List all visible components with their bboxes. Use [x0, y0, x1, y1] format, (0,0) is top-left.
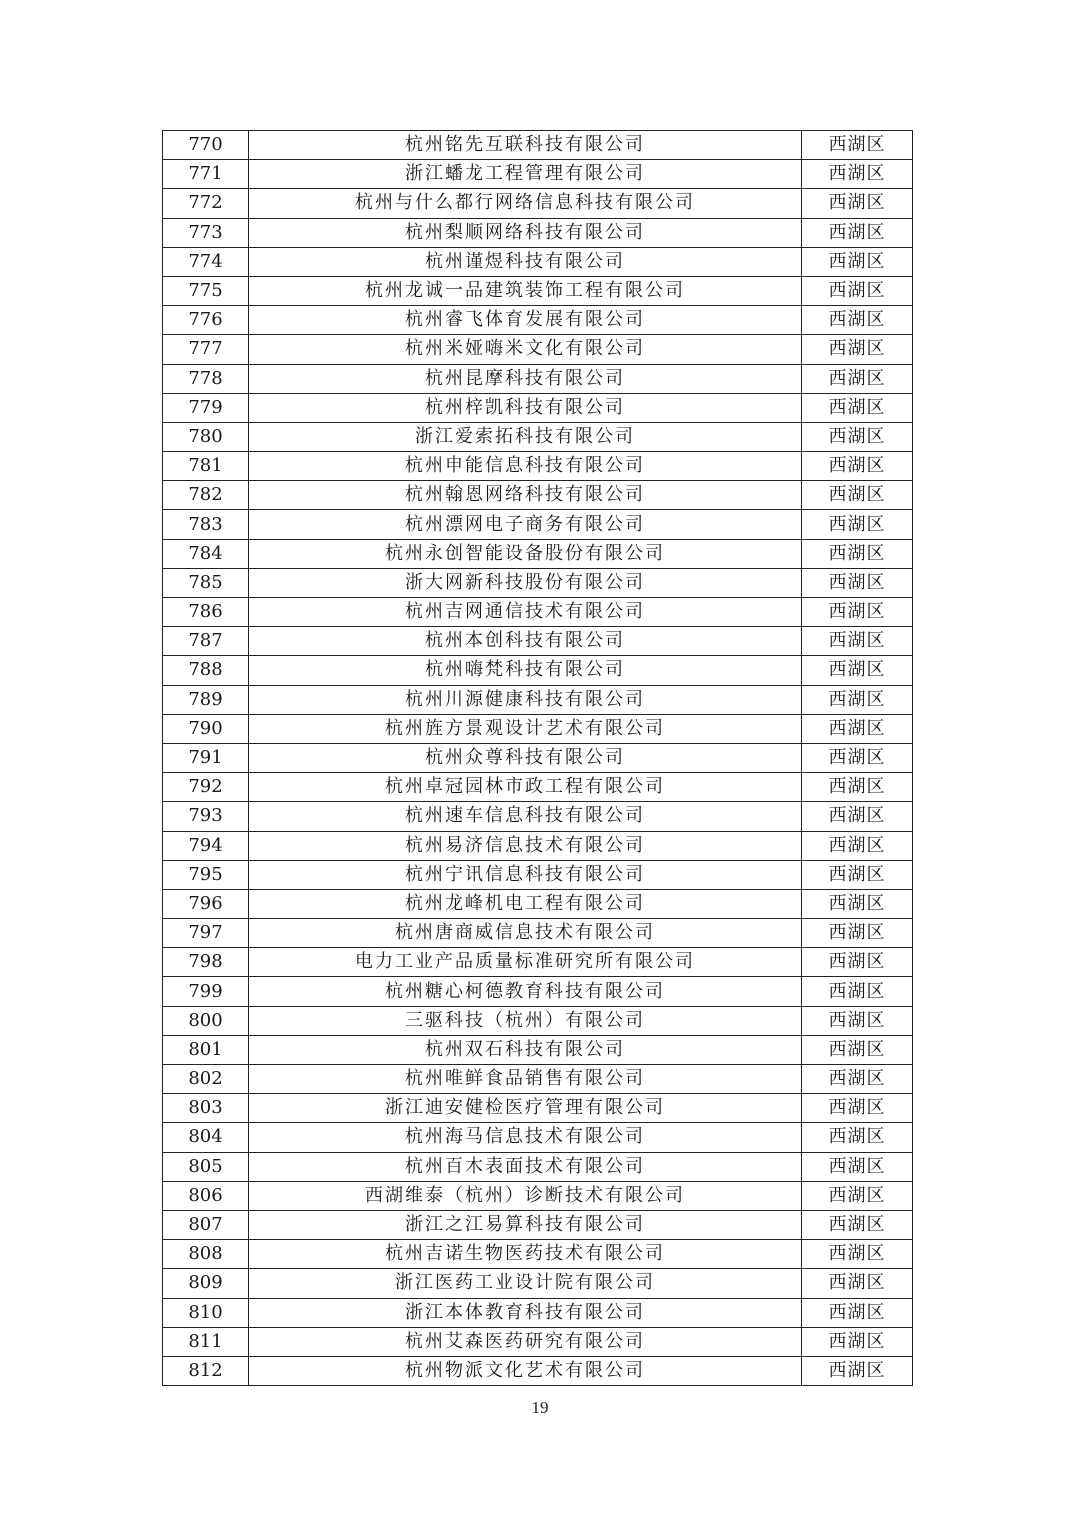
table-row — [163, 510, 913, 539]
company-name-cell: 杭州吉网通信技术有限公司 — [249, 598, 802, 627]
district-cell: 西湖区 — [802, 773, 913, 802]
company-name-cell: 杭州糖心柯德教育科技有限公司 — [249, 977, 802, 1006]
table-row — [163, 1094, 913, 1123]
row-number-cell: 781 — [163, 452, 249, 481]
district-cell: 西湖区 — [802, 160, 913, 189]
district-cell: 西湖区 — [802, 481, 913, 510]
company-name-cell: 浙江迪安健检医疗管理有限公司 — [249, 1094, 802, 1123]
row-number-cell: 811 — [163, 1327, 249, 1356]
row-number-cell: 782 — [163, 481, 249, 510]
table-row — [163, 1123, 913, 1152]
company-name-cell: 杭州米娅嗨米文化有限公司 — [249, 335, 802, 364]
table-row — [163, 656, 913, 685]
district-cell: 西湖区 — [802, 276, 913, 305]
company-name-cell: 杭州众尊科技有限公司 — [249, 743, 802, 772]
table-row — [163, 889, 913, 918]
company-name-cell: 浙江之江易算科技有限公司 — [249, 1210, 802, 1239]
district-cell: 西湖区 — [802, 218, 913, 247]
table-row — [163, 393, 913, 422]
company-name-cell: 杭州川源健康科技有限公司 — [249, 685, 802, 714]
table-row — [163, 685, 913, 714]
district-cell: 西湖区 — [802, 306, 913, 335]
row-number-cell: 774 — [163, 247, 249, 276]
row-number-cell: 770 — [163, 131, 249, 160]
district-cell: 西湖区 — [802, 685, 913, 714]
row-number-cell: 790 — [163, 714, 249, 743]
district-cell: 西湖区 — [802, 1327, 913, 1356]
district-cell: 西湖区 — [802, 889, 913, 918]
table-row — [163, 831, 913, 860]
company-name-cell: 杭州双石科技有限公司 — [249, 1035, 802, 1064]
table-row — [163, 1006, 913, 1035]
table-row — [163, 714, 913, 743]
company-name-cell: 三驱科技（杭州）有限公司 — [249, 1006, 802, 1035]
company-name-cell: 杭州海马信息技术有限公司 — [249, 1123, 802, 1152]
district-cell: 西湖区 — [802, 1035, 913, 1064]
table-row — [163, 452, 913, 481]
row-number-cell: 789 — [163, 685, 249, 714]
company-name-cell: 杭州旌方景观设计艺术有限公司 — [249, 714, 802, 743]
district-cell: 西湖区 — [802, 189, 913, 218]
company-name-cell: 浙大网新科技股份有限公司 — [249, 568, 802, 597]
table-row — [163, 977, 913, 1006]
row-number-cell: 780 — [163, 422, 249, 451]
district-cell: 西湖区 — [802, 1094, 913, 1123]
company-name-cell: 杭州昆摩科技有限公司 — [249, 364, 802, 393]
table-row — [163, 276, 913, 305]
district-cell: 西湖区 — [802, 831, 913, 860]
company-name-cell: 西湖维泰（杭州）诊断技术有限公司 — [249, 1181, 802, 1210]
company-name-cell: 杭州易济信息技术有限公司 — [249, 831, 802, 860]
district-cell: 西湖区 — [802, 510, 913, 539]
table-row — [163, 481, 913, 510]
row-number-cell: 803 — [163, 1094, 249, 1123]
table-row — [163, 306, 913, 335]
table-row — [163, 189, 913, 218]
table-row — [163, 919, 913, 948]
row-number-cell: 787 — [163, 627, 249, 656]
row-number-cell: 812 — [163, 1356, 249, 1385]
company-name-cell: 杭州永创智能设备股份有限公司 — [249, 539, 802, 568]
company-name-cell: 杭州与什么都行网络信息科技有限公司 — [249, 189, 802, 218]
table-row — [163, 160, 913, 189]
company-name-cell: 杭州百木表面技术有限公司 — [249, 1152, 802, 1181]
row-number-cell: 806 — [163, 1181, 249, 1210]
district-cell: 西湖区 — [802, 977, 913, 1006]
company-name-cell: 杭州翰恩网络科技有限公司 — [249, 481, 802, 510]
district-cell: 西湖区 — [802, 131, 913, 160]
company-name-cell: 浙江本体教育科技有限公司 — [249, 1298, 802, 1327]
row-number-cell: 772 — [163, 189, 249, 218]
row-number-cell: 805 — [163, 1152, 249, 1181]
table-row — [163, 1356, 913, 1385]
district-cell: 西湖区 — [802, 714, 913, 743]
company-name-cell: 杭州艾森医药研究有限公司 — [249, 1327, 802, 1356]
table-row — [163, 1298, 913, 1327]
company-name-cell: 杭州龙峰机电工程有限公司 — [249, 889, 802, 918]
row-number-cell: 786 — [163, 598, 249, 627]
district-cell: 西湖区 — [802, 598, 913, 627]
table-body — [163, 131, 913, 1386]
company-name-cell: 杭州铭先互联科技有限公司 — [249, 131, 802, 160]
row-number-cell: 796 — [163, 889, 249, 918]
table-row — [163, 1269, 913, 1298]
company-name-cell: 杭州龙诚一品建筑装饰工程有限公司 — [249, 276, 802, 305]
row-number-cell: 801 — [163, 1035, 249, 1064]
table-row — [163, 335, 913, 364]
company-name-cell: 浙江医药工业设计院有限公司 — [249, 1269, 802, 1298]
district-cell: 西湖区 — [802, 860, 913, 889]
table-row — [163, 598, 913, 627]
district-cell: 西湖区 — [802, 452, 913, 481]
table-row — [163, 627, 913, 656]
row-number-cell: 771 — [163, 160, 249, 189]
district-cell: 西湖区 — [802, 1065, 913, 1094]
table-row — [163, 743, 913, 772]
table-row — [163, 539, 913, 568]
company-name-cell: 杭州漂网电子商务有限公司 — [249, 510, 802, 539]
district-cell: 西湖区 — [802, 1181, 913, 1210]
company-name-cell: 浙江爱索拓科技有限公司 — [249, 422, 802, 451]
table-row — [163, 1327, 913, 1356]
row-number-cell: 779 — [163, 393, 249, 422]
table-row — [163, 948, 913, 977]
table-row — [163, 364, 913, 393]
row-number-cell: 808 — [163, 1240, 249, 1269]
row-number-cell: 778 — [163, 364, 249, 393]
row-number-cell: 793 — [163, 802, 249, 831]
company-name-cell: 杭州本创科技有限公司 — [249, 627, 802, 656]
company-name-cell: 杭州睿飞体育发展有限公司 — [249, 306, 802, 335]
row-number-cell: 795 — [163, 860, 249, 889]
table-row — [163, 1065, 913, 1094]
table-row — [163, 1240, 913, 1269]
district-cell: 西湖区 — [802, 393, 913, 422]
district-cell: 西湖区 — [802, 1210, 913, 1239]
district-cell: 西湖区 — [802, 1123, 913, 1152]
row-number-cell: 802 — [163, 1065, 249, 1094]
district-cell: 西湖区 — [802, 335, 913, 364]
table-row — [163, 802, 913, 831]
district-cell: 西湖区 — [802, 1269, 913, 1298]
table-row — [163, 247, 913, 276]
table-row — [163, 568, 913, 597]
row-number-cell: 788 — [163, 656, 249, 685]
table-row — [163, 1152, 913, 1181]
row-number-cell: 792 — [163, 773, 249, 802]
district-cell: 西湖区 — [802, 247, 913, 276]
company-name-cell: 杭州嗨梵科技有限公司 — [249, 656, 802, 685]
company-name-cell: 浙江蟠龙工程管理有限公司 — [249, 160, 802, 189]
row-number-cell: 784 — [163, 539, 249, 568]
row-number-cell: 791 — [163, 743, 249, 772]
district-cell: 西湖区 — [802, 802, 913, 831]
row-number-cell: 800 — [163, 1006, 249, 1035]
row-number-cell: 776 — [163, 306, 249, 335]
company-name-cell: 杭州梓凯科技有限公司 — [249, 393, 802, 422]
row-number-cell: 804 — [163, 1123, 249, 1152]
district-cell: 西湖区 — [802, 1298, 913, 1327]
district-cell: 西湖区 — [802, 422, 913, 451]
row-number-cell: 775 — [163, 276, 249, 305]
table-row — [163, 1035, 913, 1064]
district-cell: 西湖区 — [802, 948, 913, 977]
company-name-cell: 杭州唐商威信息技术有限公司 — [249, 919, 802, 948]
district-cell: 西湖区 — [802, 627, 913, 656]
company-name-cell: 杭州物派文化艺术有限公司 — [249, 1356, 802, 1385]
district-cell: 西湖区 — [802, 1356, 913, 1385]
row-number-cell: 797 — [163, 919, 249, 948]
row-number-cell: 810 — [163, 1298, 249, 1327]
company-name-cell: 杭州申能信息科技有限公司 — [249, 452, 802, 481]
company-name-cell: 杭州吉诺生物医药技术有限公司 — [249, 1240, 802, 1269]
company-name-cell: 杭州卓冠园林市政工程有限公司 — [249, 773, 802, 802]
company-name-cell: 电力工业产品质量标准研究所有限公司 — [249, 948, 802, 977]
table-row — [163, 1210, 913, 1239]
table-row — [163, 218, 913, 247]
company-name-cell: 杭州唯鲜食品销售有限公司 — [249, 1065, 802, 1094]
district-cell: 西湖区 — [802, 1240, 913, 1269]
row-number-cell: 807 — [163, 1210, 249, 1239]
district-cell: 西湖区 — [802, 743, 913, 772]
company-name-cell: 杭州速车信息科技有限公司 — [249, 802, 802, 831]
district-cell: 西湖区 — [802, 656, 913, 685]
company-name-cell: 杭州谨煜科技有限公司 — [249, 247, 802, 276]
table-row — [163, 422, 913, 451]
company-name-cell: 杭州宁讯信息科技有限公司 — [249, 860, 802, 889]
page-number: 19 — [531, 1398, 549, 1417]
row-number-cell: 798 — [163, 948, 249, 977]
company-list-table — [162, 130, 913, 1386]
district-cell: 西湖区 — [802, 539, 913, 568]
district-cell: 西湖区 — [802, 1006, 913, 1035]
table-row — [163, 773, 913, 802]
table-row — [163, 1181, 913, 1210]
row-number-cell: 773 — [163, 218, 249, 247]
district-cell: 西湖区 — [802, 364, 913, 393]
row-number-cell: 783 — [163, 510, 249, 539]
district-cell: 西湖区 — [802, 1152, 913, 1181]
table-row — [163, 860, 913, 889]
company-name-cell: 杭州梨顺网络科技有限公司 — [249, 218, 802, 247]
row-number-cell: 794 — [163, 831, 249, 860]
row-number-cell: 799 — [163, 977, 249, 1006]
row-number-cell: 777 — [163, 335, 249, 364]
table-row — [163, 131, 913, 160]
district-cell: 西湖区 — [802, 919, 913, 948]
row-number-cell: 809 — [163, 1269, 249, 1298]
district-cell: 西湖区 — [802, 568, 913, 597]
row-number-cell: 785 — [163, 568, 249, 597]
